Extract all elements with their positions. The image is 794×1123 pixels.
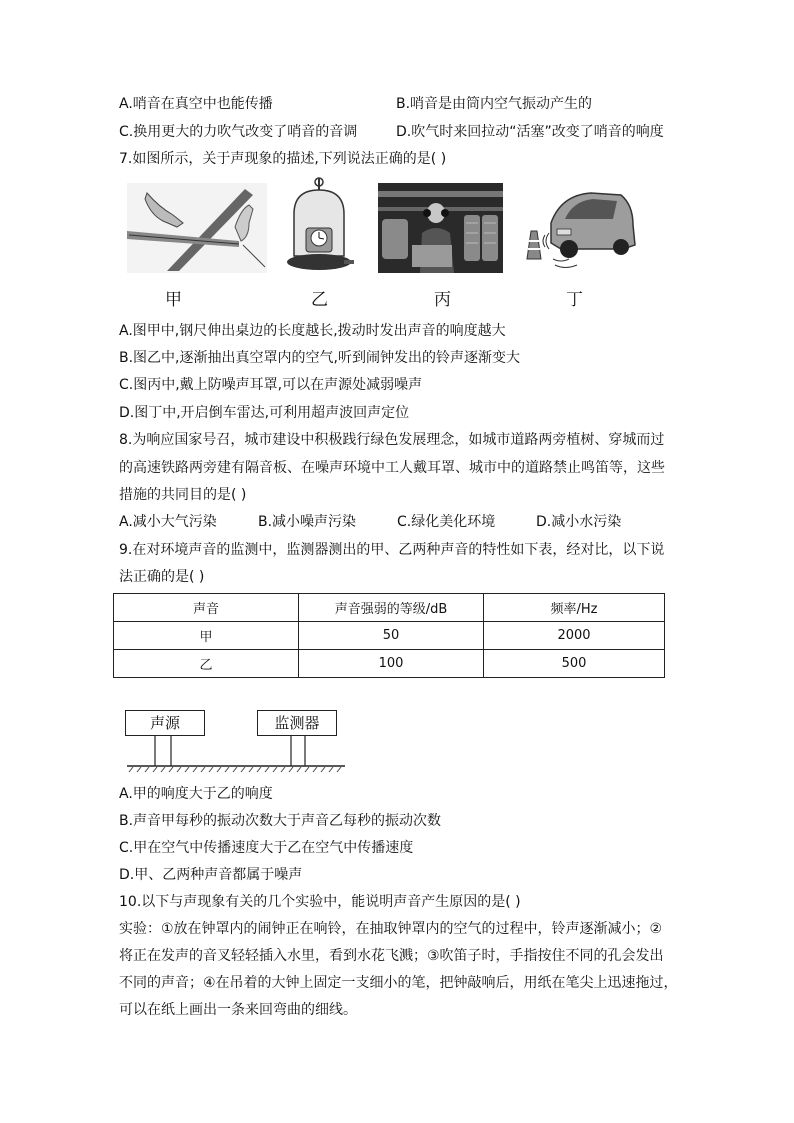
q9-option-c: C.甲在空气中传播速度大于乙在空气中传播速度	[119, 840, 414, 856]
q6-option-b: B.哨音是由筒内空气振动产生的	[396, 96, 593, 112]
q9-stem-line1: 9.在对环境声音的监测中，监测器测出的甲、乙两种声音的特性如下表，经对比，以下说	[119, 542, 665, 558]
table-header: 频率/Hz	[484, 594, 665, 622]
q7-option-a: A.图甲中,钢尺伸出桌边的长度越长,拨动时发出声音的响度越大	[119, 323, 506, 339]
sound-data-table	[113, 593, 665, 678]
q9-option-a: A.甲的响度大于乙的响度	[119, 786, 273, 802]
table-row	[114, 650, 665, 678]
caption-ding: 丁	[566, 290, 583, 310]
factory-worker-earmuffs-photo	[378, 183, 503, 273]
q7-option-c: C.图丙中,戴上防噪声耳罩,可以在声源处减弱噪声	[119, 377, 423, 393]
table-cell: 100	[299, 650, 484, 678]
q6-option-d: D.吹气时来回拉动“活塞”改变了哨音的响度	[396, 124, 664, 140]
q6-option-c: C.换用更大的力吹气改变了哨音的音调	[119, 124, 358, 140]
table-cell: 500	[484, 650, 665, 678]
q8-stem-line3: 措施的共同目的是( )	[119, 487, 247, 503]
table-row	[114, 622, 665, 650]
table-cell: 50	[299, 622, 484, 650]
bell-jar-clock-illustration	[284, 176, 354, 274]
q8-stem-line2: 的高速铁路两旁建有隔音板、在噪声环境中工人戴耳罩、城市中的道路禁止鸣笛等，这些	[119, 460, 665, 476]
q8-stem-line1: 8.为响应国家号召，城市建设中积极践行绿色发展理念，如城市道路两旁植树、穿城而过	[119, 432, 665, 448]
q6-option-a: A.哨音在真空中也能传播	[119, 96, 273, 112]
caption-jia: 甲	[165, 290, 182, 310]
q8-option-a: A.减小大气污染	[119, 514, 217, 530]
caption-bing: 丙	[434, 290, 451, 310]
q7-stem: 7.如图所示，关于声现象的描述,下列说法正确的是( )	[119, 151, 447, 167]
q7-option-b: B.图乙中,逐渐抽出真空罩内的空气,听到闹钟发出的铃声逐渐变大	[119, 350, 520, 366]
ruler-on-table-illustration	[127, 183, 267, 273]
q9-stem-line2: 法正确的是( )	[119, 569, 205, 585]
table-cell: 2000	[484, 622, 665, 650]
q9-option-b: B.声音甲每秒的振动次数大于声音乙每秒的振动次数	[119, 813, 442, 829]
caption-yi: 乙	[311, 290, 328, 310]
table-header: 声音强弱的等级/dB	[299, 594, 484, 622]
table-header: 声音	[114, 594, 299, 622]
q10-experiment-line2: 将正在发声的音叉轻轻插入水里，看到水花飞溅；③吹笛子时，手指按住不同的孔会发出	[119, 948, 664, 964]
car-reversing-radar-illustration	[521, 183, 639, 273]
q8-option-b: B.减小噪声污染	[258, 514, 357, 530]
q8-option-d: D.减小水污染	[536, 514, 622, 530]
q10-stem: 10.以下与声现象有关的几个实验中，能说明声音产生原因的是( )	[119, 894, 521, 910]
q10-experiment-line3: 不同的声音；④在吊着的大钟上固定一支细小的笔，把钟敲响后，用纸在笔尖上迅速拖过，	[119, 975, 678, 991]
table-cell: 甲	[114, 622, 299, 650]
q8-option-c: C.绿化美化环境	[397, 514, 496, 530]
sound-source-box: 声源	[125, 710, 205, 736]
q10-experiment-line4: 可以在纸上画出一条来回弯曲的细线。	[119, 1002, 357, 1018]
source-monitor-diagram	[125, 706, 347, 774]
q7-option-d: D.图丁中,开启倒车雷达,可利用超声波回声定位	[119, 405, 410, 421]
q10-experiment-line1: 实验：①放在钟罩内的闹钟正在响铃，在抽取钟罩内的空气的过程中，铃声逐渐减小；②	[119, 921, 663, 937]
q9-option-d: D.甲、乙两种声音都属于噪声	[119, 867, 303, 883]
table-cell: 乙	[114, 650, 299, 678]
table-header-row	[114, 594, 665, 622]
monitor-box: 监测器	[257, 710, 337, 736]
